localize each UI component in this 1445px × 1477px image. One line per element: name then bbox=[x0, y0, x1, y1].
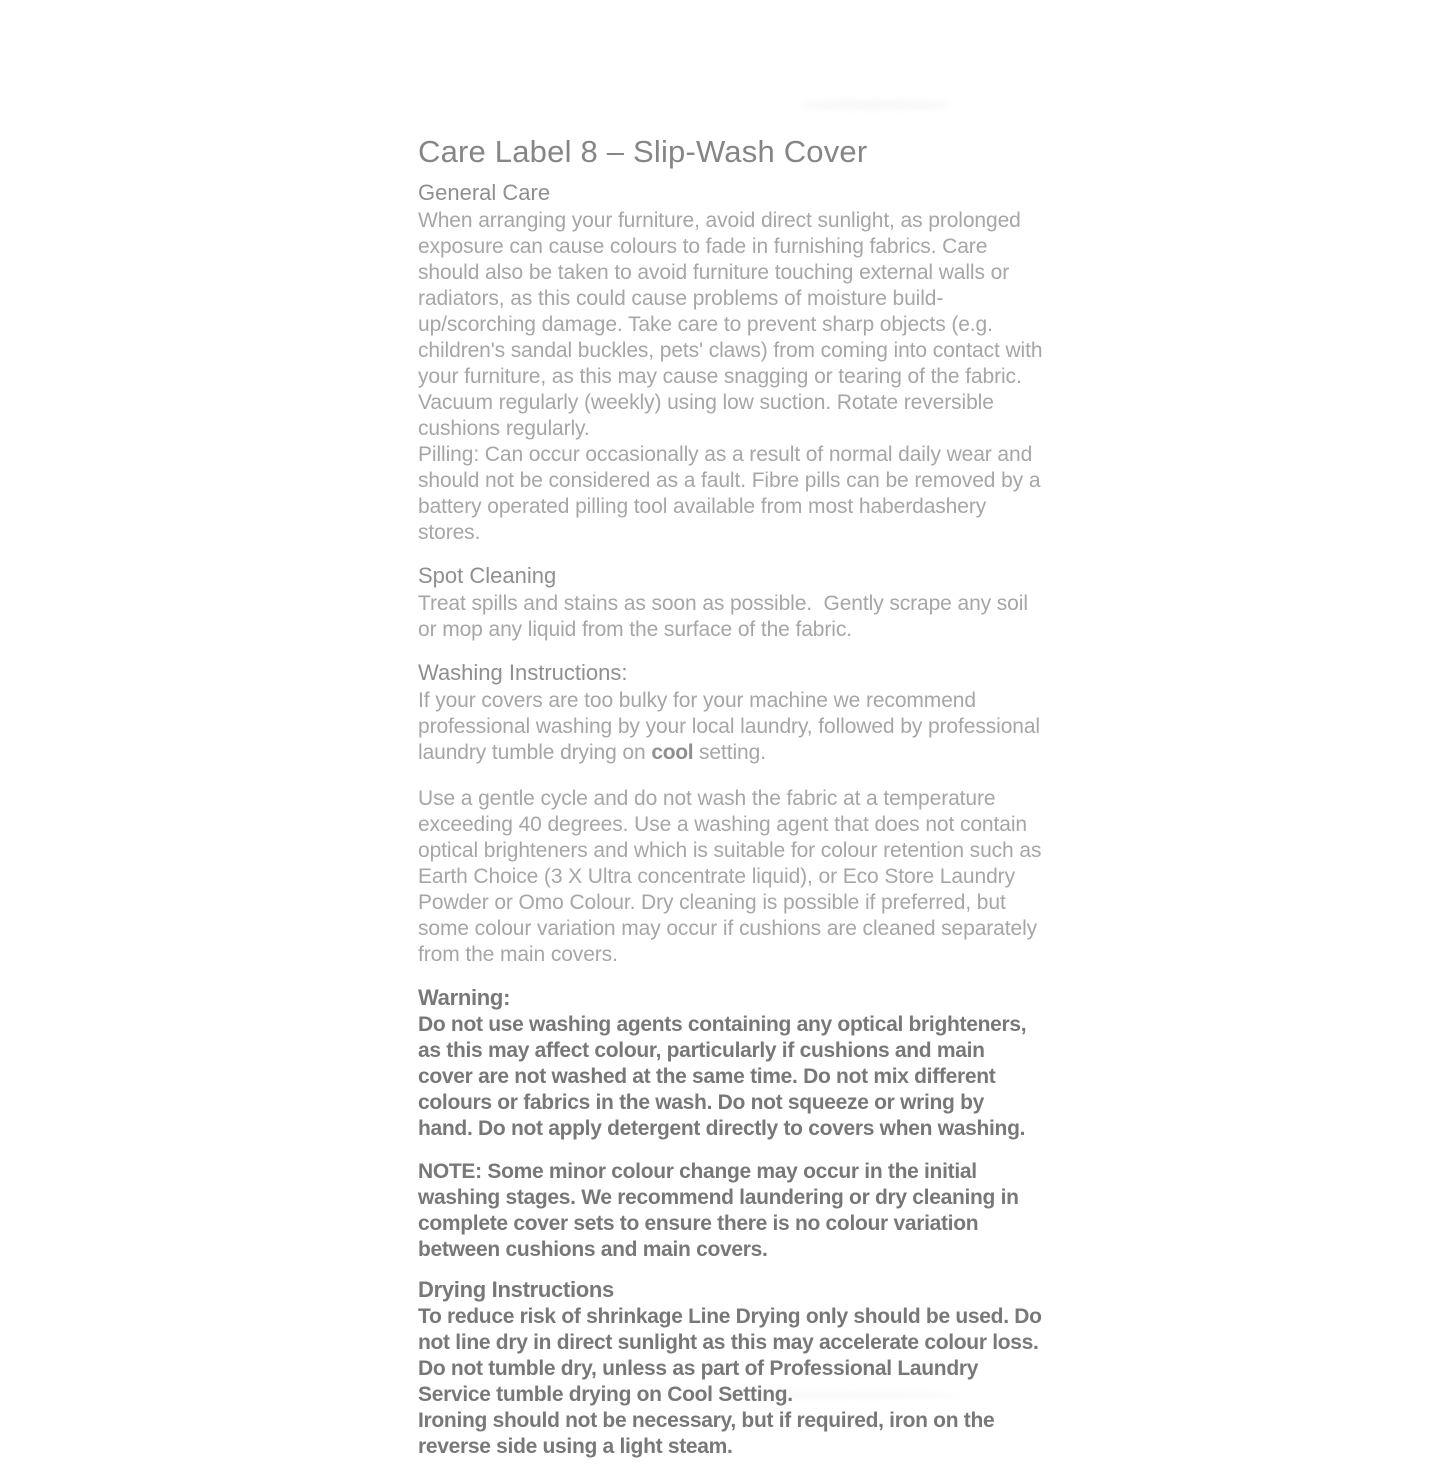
care-label-document bbox=[418, 134, 1043, 1477]
section-drying-instructions bbox=[418, 1277, 1043, 1460]
section-general-care bbox=[418, 180, 1043, 546]
cool-setting-emphasis: cool bbox=[651, 741, 694, 764]
ironing-paragraph: Ironing should not be necessary, but if required, iron on the reverse side using a light steam. bbox=[418, 1409, 995, 1458]
warning-heading: Warning: bbox=[418, 985, 511, 1010]
general-care-paragraph: When arranging your furniture, avoid direct sunlight, as prolonged exposure can cause colours to fade in furnishing fabrics. Care should also be taken to avoid furniture touching external walls or radiators, as this could cause problems of moisture build-up/scorching damage. Take care to prevent sharp objects (e.g. children's sandal buckles, pets' claws) from coming into contact with your furniture, as this may cause snagging or tearing of the fabric. Vacuum regularly (weekly) using low suction. Rotate reversible cushions regularly. bbox=[418, 209, 1043, 440]
spot-cleaning-paragraph: Treat spills and stains as soon as possible. Gently scrape any soil or mop any liquid from the surface of the fabric. bbox=[418, 592, 1028, 641]
scan-artifact bbox=[800, 100, 950, 110]
section-warning bbox=[418, 985, 1043, 1142]
washing-instructions-paragraph-1 bbox=[418, 688, 1043, 766]
spot-cleaning-heading: Spot Cleaning bbox=[418, 563, 557, 588]
washing-paragraph-text: If your covers are too bulky for your machine we recommend professional washing by your local laundry, followed by professional laundry tumble drying on bbox=[418, 689, 1040, 764]
pilling-paragraph: Pilling: Can occur occasionally as a result of normal daily wear and should not be considered as a fault. Fibre pills can be removed by a battery operated pilling tool available from most haberdashery stores. bbox=[418, 443, 1041, 544]
drying-instructions-paragraph: To reduce risk of shrinkage Line Drying only should be used. Do not line dry in direct sunlight as this may accelerate colour loss. Do not tumble dry, unless as part of Professional Laundry Service tumble drying on Cool Setting. bbox=[418, 1305, 1042, 1406]
drying-instructions-heading: Drying Instructions bbox=[418, 1277, 614, 1302]
document-title: Care Label 8 – Slip-Wash Cover bbox=[418, 134, 868, 169]
section-washing-instructions bbox=[418, 660, 1043, 968]
general-care-heading: General Care bbox=[418, 180, 551, 205]
washing-instructions-heading: Washing Instructions: bbox=[418, 660, 628, 685]
washing-instructions-paragraph-2: Use a gentle cycle and do not wash the fabric at a temperature exceeding 40 degrees. Use a washing agent that does not contain optical brighteners and which is suitable for colour retention such as Earth Choice (3 X Ultra concentrate liquid), or Eco Store Laundry Powder or Omo Colour. Dry cleaning is possible if preferred, but some colour variation may occur if cushions are cleaned separately from the main covers. bbox=[418, 787, 1042, 966]
warning-paragraph: Do not use washing agents containing any optical brighteners, as this may affect colour, particularly if cushions and main cover are not washed at the same time. Do not mix different colours or fabrics in the wash. Do not squeeze or wring by hand. Do not apply detergent directly to covers when washing. bbox=[418, 1013, 1027, 1140]
note-paragraph: NOTE: Some minor colour change may occur in the initial washing stages. We recommend laundering or dry cleaning in complete cover sets to ensure there is no colour variation between cushions and main covers. bbox=[418, 1160, 1019, 1261]
section-spot-cleaning bbox=[418, 563, 1043, 643]
section-note bbox=[418, 1159, 1043, 1263]
washing-paragraph-text-end: setting. bbox=[693, 741, 766, 764]
